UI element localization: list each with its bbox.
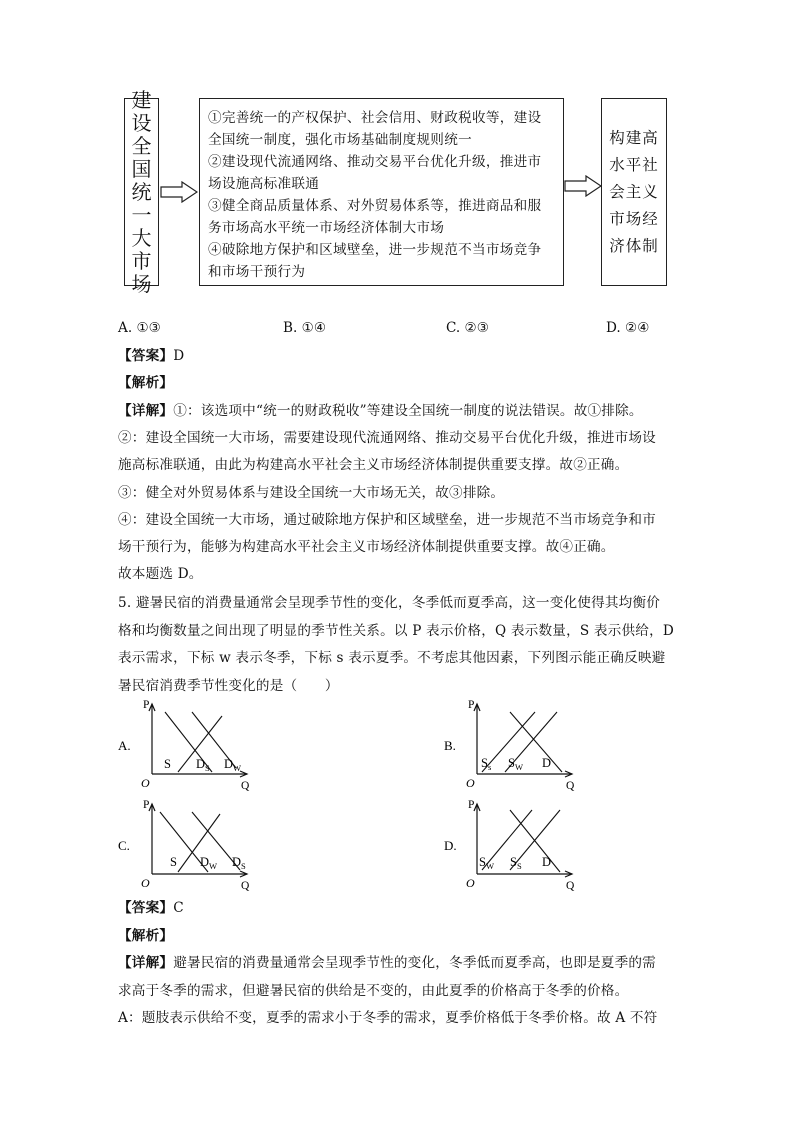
answer-value: D xyxy=(173,348,185,364)
graph-a-axis-q-label: Q xyxy=(241,780,250,792)
text-line xyxy=(118,511,656,529)
text-line: 5. 避暑民宿的消费量通常会呈现季节性的变化，冬季低而夏季高，这一变化使得其均衡价 xyxy=(118,595,661,611)
text-line xyxy=(118,456,628,474)
option-d: D. ②④ xyxy=(606,320,650,336)
diagram-right-line: 市场经 xyxy=(609,209,659,228)
diagram-left-char: 统 xyxy=(131,179,152,204)
graph-c-label-dw: $D_W$ xyxy=(200,855,218,871)
detail-text: 施高标准联通，由此为构建高水平社会主义市场经济体制提供重要支撑。故②正确。 xyxy=(118,457,629,474)
arrow-right-icon xyxy=(564,175,602,197)
text-line xyxy=(118,982,628,1000)
diagram-middle-line: ①完善统一的产权保护、社会信用、财政税收等，建设 xyxy=(208,110,542,126)
text-line xyxy=(118,565,203,583)
detail-text: 场干预行为，能够为构建高水平社会主义市场经济体制提供重要支撑。故④正确。 xyxy=(118,539,615,555)
diagram-left-char: 市 xyxy=(131,248,152,273)
answer-tag: 【答案】 xyxy=(118,348,174,364)
text-line xyxy=(118,538,615,556)
graph-c-label-ds: $D_S$ xyxy=(232,855,246,871)
text-line xyxy=(118,402,643,420)
diagram-middle-line: ②建设现代流通网络、推动交易平台优化升级，推进市 xyxy=(208,154,542,170)
text-line xyxy=(118,429,656,447)
text-line: 格和均衡数量之间出现了明显的季节性关系。以 P 表示价格，Q 表示数量，S 表示供给，D xyxy=(118,622,674,639)
detail-text: A：题肢表示供给不变，夏季的需求小于冬季的需求，夏季价格低于冬季价格。故 A 不符 xyxy=(118,1010,658,1026)
graph-c-letter: C. xyxy=(118,838,130,853)
graph-b-label-sw: $S_W$ xyxy=(508,756,523,772)
text-line xyxy=(118,954,656,972)
detail-text: ①：该选项中“统一的财政税收”等建设全国统一制度的说法错误。故①排除。 xyxy=(173,403,643,419)
graph-d-axis-q-label: Q xyxy=(566,880,575,892)
graph-c-axis-q-label: Q xyxy=(241,880,250,892)
diagram-left-char: 国 xyxy=(131,156,152,181)
graph-c-origin: O xyxy=(141,876,150,890)
graph-a-label-ds: $D_S$ xyxy=(196,757,210,773)
arrow-right-icon xyxy=(160,181,198,203)
graph-a-label-dw: $D_W$ xyxy=(224,757,242,773)
detail-text: 避暑民宿的消费量通常会呈现季节性的变化，冬季低而夏季高，也即是夏季的需 xyxy=(173,955,656,971)
diagram-left-char: 全 xyxy=(131,133,152,158)
graph-a-letter: A. xyxy=(118,738,131,753)
q4-answer xyxy=(118,347,184,365)
diagram-right-line: 水平社 xyxy=(609,155,659,174)
detail-text: ③：健全对外贸易体系与建设全国统一大市场无关，故③排除。 xyxy=(118,484,505,501)
diagram-middle-line: 和市场干预行为 xyxy=(208,264,306,280)
diagram-left-char: 场 xyxy=(131,271,152,296)
detail-text: ②：建设全国统一大市场，需要建设现代流通网络、推动交易平台优化升级，推进市场设 xyxy=(118,430,656,447)
detail-tag: 【详解】 xyxy=(118,403,174,419)
graph-d-label-sw: $S_W$ xyxy=(479,855,494,871)
diagram-middle-line: 全国统一制度，强化市场基础制度规则统一 xyxy=(208,132,472,148)
graph-c-label-s: S xyxy=(170,855,177,869)
graph-a-label-s: S xyxy=(164,757,171,771)
diagram-left-char: 大 xyxy=(131,225,152,250)
diagram-right-box xyxy=(601,98,667,286)
graph-a-origin: O xyxy=(141,776,150,790)
graph-c-axis-p-label: P xyxy=(143,799,150,811)
diagram-middle-box xyxy=(199,98,564,286)
answer-value: C xyxy=(173,900,184,916)
graph-d-letter: D. xyxy=(444,838,457,853)
diagram-right-line: 会主义 xyxy=(609,182,659,201)
graph-a-axis-p-label: P xyxy=(143,699,150,711)
graphs-area xyxy=(0,690,794,895)
detail-text: 求高于冬季的需求，但避暑民宿的供给是不变的，由此夏季的价格高于冬季的价格。 xyxy=(118,982,629,999)
graph-b-axis-p-label: P xyxy=(468,699,475,711)
detail-tag: 【详解】 xyxy=(118,955,174,971)
diagram-left-char: 一 xyxy=(131,202,152,227)
option-a: A. ①③ xyxy=(118,320,161,336)
graph-b-label-ss: $S_s$ xyxy=(481,756,492,772)
text-line: 表示需求，下标 w 表示冬季，下标 s 表示夏季。不考虑其他因素，下列图示能正确反映避 xyxy=(118,650,666,666)
option-b: B. ①④ xyxy=(283,320,327,336)
diagram-left-box xyxy=(124,87,159,296)
detail-text: ④：建设全国统一大市场，通过破除地方保护和区域壁垒，进一步规范不当市场竞争和市 xyxy=(118,511,656,528)
diagram-middle-line: ④破除地方保护和区域壁垒，进一步规范不当市场竞争 xyxy=(208,242,542,258)
q5-analysis-tag: 【解析】 xyxy=(118,928,174,944)
option-c: C. ②③ xyxy=(446,320,489,336)
detail-text: 故本题选 D。 xyxy=(118,566,203,583)
graph-d-label-ss: $S_S$ xyxy=(510,855,522,871)
diagram-right-line: 构建高 xyxy=(609,128,659,147)
graph-d-label-d: D xyxy=(542,855,552,869)
graph-d-origin: O xyxy=(466,876,475,890)
diagram-left-char: 设 xyxy=(131,110,152,135)
q4-analysis-tag: 【解析】 xyxy=(118,375,174,391)
graph-b-letter: B. xyxy=(444,738,456,753)
graph-b-origin: O xyxy=(466,776,475,790)
diagram-left-char: 建 xyxy=(131,87,152,112)
graph-b-axis-q-label: Q xyxy=(566,780,575,792)
text-line xyxy=(118,1009,657,1027)
q5-answer xyxy=(118,899,184,917)
diagram-right-line: 济体制 xyxy=(609,236,659,255)
graph-d-axis-p-label: P xyxy=(468,799,475,811)
diagram-middle-line: ③健全商品质量体系、对外贸易体系等，推进商品和服 xyxy=(208,198,542,214)
diagram-middle-line: 场设施高标准联通 xyxy=(208,176,320,192)
text-line xyxy=(118,484,504,502)
diagram-middle-line: 务市场高水平统一市场经济体制大市场 xyxy=(208,220,445,236)
text-line: 暑民宿消费季节性变化的是（ ） xyxy=(118,677,339,694)
answer-tag: 【答案】 xyxy=(118,900,174,916)
graph-b-label-d: D xyxy=(542,756,552,770)
